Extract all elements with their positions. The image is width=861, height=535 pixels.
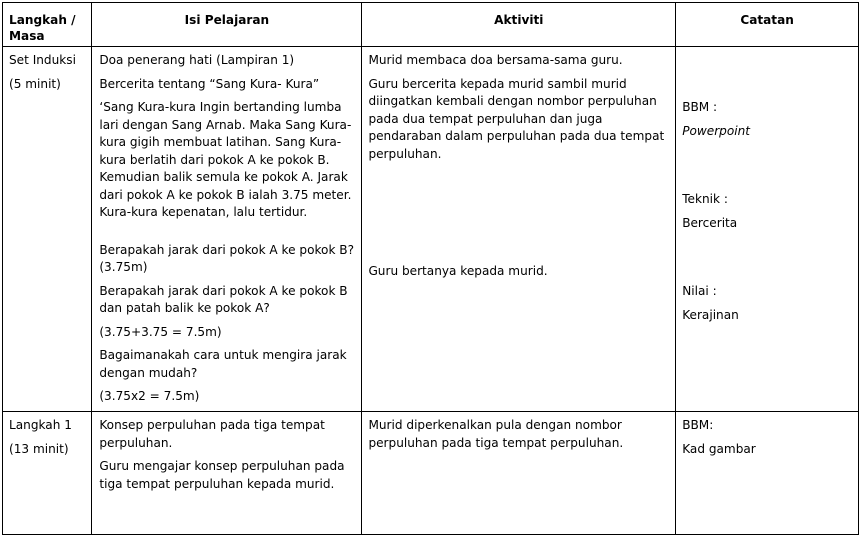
step-cell bbox=[3, 412, 92, 535]
content-cell bbox=[92, 412, 362, 535]
notes-cell bbox=[676, 47, 859, 412]
question: Bagaimanakah cara untuk mengira jarak dengan mudah? bbox=[99, 348, 347, 380]
activity-line: Murid diperkenalkan pula dengan nombor perpuluhan pada tiga tempat perpuluhan. bbox=[368, 418, 624, 450]
answer: (3.75x2 = 7.5m) bbox=[99, 389, 200, 403]
header-aktiviti: Aktiviti bbox=[362, 3, 676, 47]
lesson-plan-table bbox=[2, 2, 859, 535]
content-line: Bercerita tentang “Sang Kura- Kura” bbox=[99, 76, 320, 91]
content-line: Konsep perpuluhan pada tiga tempat perpuluhan. bbox=[99, 418, 325, 450]
activity-line: Guru bercerita kepada murid sambil murid diingatkan kembali dengan nombor perpuluhan pada dua tempat perpuluhan dan juga pendaraban dalam perpuluhan pada dua tempat perpuluhan. bbox=[368, 76, 665, 161]
step-time: (13 minit) bbox=[9, 441, 69, 456]
answer: (3.75+3.75 = 7.5m) bbox=[99, 324, 222, 339]
notes-bbm-value: Powerpoint bbox=[682, 123, 751, 138]
table-row bbox=[3, 47, 859, 412]
story-paragraph: ‘Sang Kura-kura Ingin bertanding lumba lari dengan Sang Arnab. Maka Sang Kura-kura gigih membuat latihan. Sang Kura-kura berlatih dari pokok A ke pokok B. Kemudian balik semula ke pokok A. Jarak dari pokok A ke pokok B ialah 3.75 meter. Kura-kura kepenatan, lalu tertidur. bbox=[99, 100, 352, 219]
step-label: Set Induksi bbox=[9, 53, 76, 67]
header-isi-pelajaran: Isi Pelajaran bbox=[92, 3, 362, 47]
content-line: Doa penerang hati (Lampiran 1) bbox=[99, 53, 295, 67]
activity-line: Murid membaca doa bersama-sama guru. bbox=[368, 53, 623, 67]
notes-bbm-value: Kad gambar bbox=[682, 441, 756, 456]
notes-cell bbox=[676, 412, 859, 535]
activity-cell bbox=[362, 47, 676, 412]
question: Berapakah jarak dari pokok A ke pokok B? (3.75m) bbox=[99, 242, 355, 274]
notes-bbm-label: BBM: bbox=[682, 418, 714, 432]
notes-teknik-value: Bercerita bbox=[682, 215, 738, 230]
content-line: Guru mengajar konsep perpuluhan pada tiga tempat perpuluhan kepada murid. bbox=[99, 459, 345, 491]
activity-line: Guru bertanya kepada murid. bbox=[368, 264, 548, 278]
notes-nilai-label: Nilai : bbox=[682, 284, 717, 298]
step-time: (5 minit) bbox=[9, 76, 61, 91]
notes-nilai-value: Kerajinan bbox=[682, 307, 739, 322]
notes-teknik-label: Teknik : bbox=[682, 192, 728, 206]
notes-bbm-label: BBM : bbox=[682, 100, 718, 114]
content-cell bbox=[92, 47, 362, 412]
header-langkah-masa: Langkah / Masa bbox=[3, 3, 92, 47]
table-row bbox=[3, 412, 859, 535]
step-cell bbox=[3, 47, 92, 412]
question: Berapakah jarak dari pokok A ke pokok B dan patah balik ke pokok A? bbox=[99, 283, 348, 315]
header-catatan: Catatan bbox=[676, 3, 859, 47]
step-label: Langkah 1 bbox=[9, 418, 72, 432]
activity-cell bbox=[362, 412, 676, 535]
header-row bbox=[3, 3, 859, 47]
